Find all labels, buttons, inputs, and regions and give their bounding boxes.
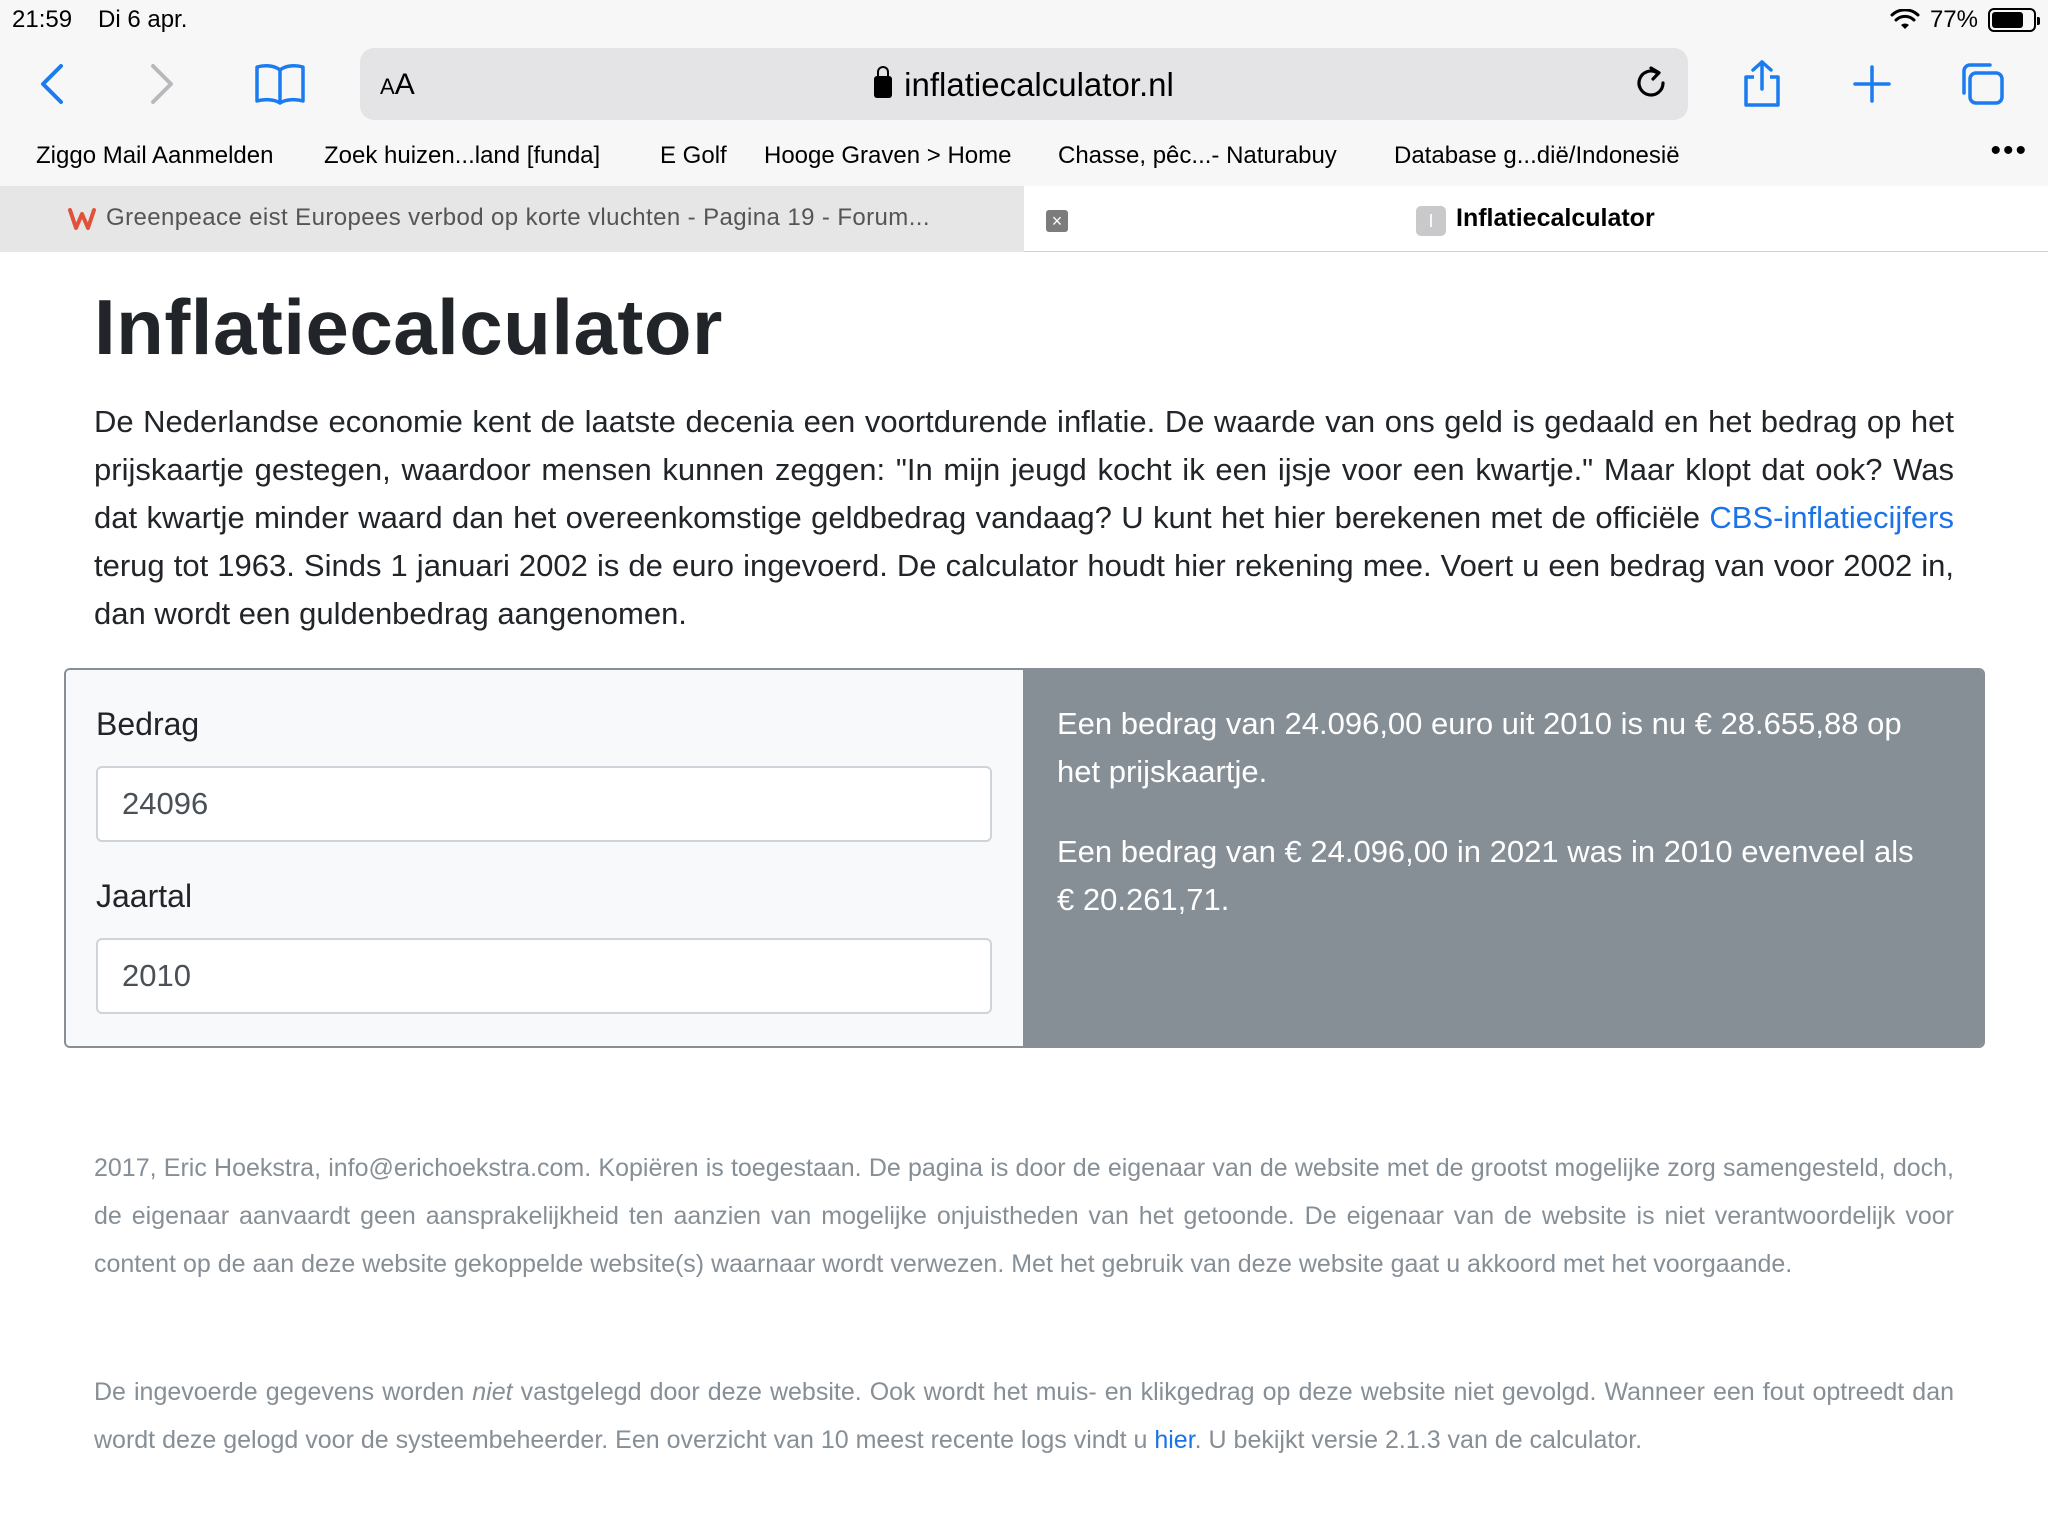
book-icon [254, 62, 306, 106]
chevron-right-icon [147, 62, 177, 106]
calculator-form [66, 670, 1023, 1048]
disclaimer-paragraph: 2017, Eric Hoekstra, info@erichoekstra.com. Kopiëren is toegestaan. De pagina is door de eigenaar van de website met de grootst mogelijke zorg samengesteld, doch, de eigenaar aanvaardt geen aansprakelijkheid ten aanzien van mogelijke onjuistheden van het getoonde. De eigenaar van de website is niet verantwoordelijk voor content op de aan deze website gekoppelde website(s) waarnaar wordt verwezen. Met het gebruik van deze website gaat u akkoord met het voorgaande. [94, 1154, 1954, 1278]
favorite-naturabuy[interactable]: Chasse, pêc...- Naturabuy [1058, 142, 1337, 169]
privacy-paragraph [94, 1368, 1954, 1464]
favorite-ziggo-mail[interactable]: Ziggo Mail Aanmelden [36, 142, 274, 169]
battery-level [1992, 12, 2023, 28]
year-label: Jaartal [96, 878, 193, 914]
calculator-panel [64, 668, 1985, 1048]
status-bar [0, 0, 2048, 40]
tab-greenpeace-title: Greenpeace eist Europees verbod op korte vluchten - Pagina 19 - Forum... [106, 204, 930, 231]
result-panel [1023, 670, 1985, 1048]
tab-bar [0, 186, 2048, 252]
year-input[interactable] [96, 938, 992, 1014]
favorite-hooge-graven[interactable]: Hooge Graven > Home [764, 142, 1012, 169]
lock-icon [874, 76, 892, 98]
chevron-left-icon [37, 62, 67, 106]
tab-close-button[interactable]: × [1046, 210, 1068, 232]
result-present-value: Een bedrag van 24.096,00 euro uit 2010 is nu € 28.655,88 op het prijskaartje. [1057, 706, 1902, 789]
privacy-text-a: De ingevoerde gegevens worden [94, 1378, 473, 1406]
intro-paragraph [94, 398, 1954, 638]
page-title: Inflatiecalculator [94, 283, 723, 371]
result-past-value: Een bedrag van € 24.096,00 in 2021 was in 2010 evenveel als € 20.261,71. [1057, 834, 1914, 917]
favorites-more-button[interactable]: ••• [1990, 134, 2028, 167]
favorite-database[interactable]: Database g...dië/Indonesië [1394, 142, 1680, 169]
plus-icon [1852, 64, 1892, 104]
cbs-link[interactable]: CBS-inflatiecijfers [1709, 500, 1954, 535]
aa-small-label: A [380, 74, 395, 99]
privacy-text-b: vastgelegd door deze website. Ook wordt het muis- en klikgedrag op deze website niet gevolgd. Wanneer een fout optreedt dan wordt deze gelogd voor de systeembeheerder. Een overzicht van 10 meest recente logs vindt u [94, 1378, 1954, 1454]
logs-link[interactable]: hier [1154, 1426, 1195, 1454]
bookmarks-button[interactable] [250, 54, 310, 114]
share-icon [1740, 59, 1784, 109]
status-date: Di 6 apr. [98, 6, 188, 33]
web-page [0, 252, 2048, 1536]
privacy-text-c: . U bekijkt versie 2.1.3 van de calculator. [1194, 1426, 1643, 1454]
favorite-e-golf[interactable]: E Golf [660, 142, 727, 169]
url-text: inflatiecalculator.nl [904, 66, 1174, 103]
browser-toolbar [0, 40, 2048, 130]
amount-input[interactable] [96, 766, 992, 842]
forum-favicon-icon [68, 206, 96, 232]
intro-text-before: De Nederlandse economie kent de laatste decenia een voortdurende inflatie. De waarde van ons geld is gedaald en het bedrag op het prijskaartje gestegen, waardoor mensen kunnen zeggen: "In mijn jeugd kocht ik een ijsje voor een kwartje." Maar klopt dat ook? Was dat kwartje minder waard dan het overeenkomstige geldbedrag vandaag? U kunt het hier berekenen met de officiële [94, 404, 1954, 535]
status-right [1890, 6, 2036, 34]
tab-inflatiecalculator[interactable]: Inflatiecalculator [1456, 204, 1655, 232]
status-time: 21:59 [12, 6, 73, 33]
aa-large-label: A [394, 68, 415, 101]
amount-label: Bedrag [96, 706, 200, 742]
wifi-icon [1890, 9, 1920, 31]
address-bar[interactable] [360, 48, 1688, 120]
intro-text-after: terug tot 1963. Sinds 1 januari 2002 is de euro ingevoerd. De calculator houdt hier rekening mee. Voert u een bedrag van voor 2002 in, dan wordt een guldenbedrag aangenomen. [94, 548, 1954, 631]
privacy-text-emphasis: niet [472, 1378, 513, 1406]
reload-icon[interactable] [1632, 64, 1670, 102]
favorite-funda[interactable]: Zoek huizen...land [funda] [324, 142, 601, 169]
inflatiecalculator-favicon-icon: I [1416, 206, 1446, 236]
back-button[interactable] [22, 54, 82, 114]
share-button[interactable] [1732, 54, 1792, 114]
battery-percentage: 77% [1929, 6, 1978, 33]
tabs-overview-button[interactable] [1952, 54, 2012, 114]
forward-button[interactable] [132, 54, 192, 114]
battery-icon [1988, 8, 2036, 32]
new-tab-button[interactable] [1842, 54, 1902, 114]
tab-greenpeace[interactable] [0, 186, 1024, 252]
tabs-icon [1958, 61, 2006, 107]
url-display[interactable] [360, 66, 1688, 104]
favorites-bar [0, 130, 2048, 186]
